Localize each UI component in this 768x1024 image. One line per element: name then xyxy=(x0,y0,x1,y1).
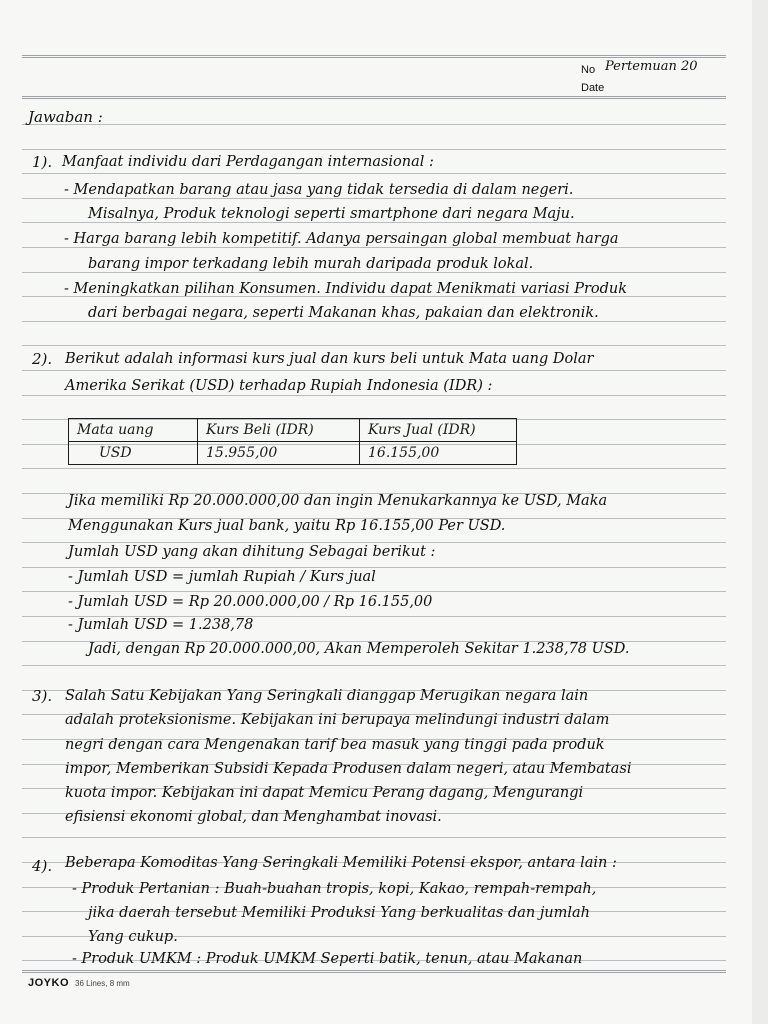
section-4-line: - Produk UMKM : Produk UMKM Seperti batik, tenun, atau Makanan xyxy=(72,951,583,967)
section-1-number: 1). xyxy=(32,153,53,171)
ruled-line xyxy=(22,468,726,469)
ruled-line xyxy=(22,370,726,371)
section-2-number: 2). xyxy=(32,350,53,368)
table-header-cell: Kurs Jual (IDR) xyxy=(360,419,517,442)
section-1-line: barang impor terkadang lebih murah daripada produk lokal. xyxy=(88,256,534,272)
section-1-line: - Mendapatkan barang atau jasa yang tidak tersedia di dalam negeri. xyxy=(64,182,574,198)
section-2-line: - Jumlah USD = Rp 20.000.000,00 / Rp 16.155,00 xyxy=(68,594,433,610)
section-4-line: Beberapa Komoditas Yang Seringkali Memiliki Potensi ekspor, antara lain : xyxy=(65,855,617,871)
section-1-line: Misalnya, Produk teknologi seperti smartphone dari negara Maju. xyxy=(88,206,575,222)
section-3-line: negri dengan cara Mengenakan tarif bea masuk yang tinggi pada produk xyxy=(65,737,605,753)
table-cell: USD xyxy=(69,442,198,465)
section-3-line: kuota impor. Kebijakan ini dapat Memicu Perang dagang, Mengurangi xyxy=(65,785,584,801)
section-2-line: Jadi, dengan Rp 20.000.000,00, Akan Memperoleh Sekitar 1.238,78 USD. xyxy=(88,641,630,657)
section-2-line: Menggunakan Kurs jual bank, yaitu Rp 16.155,00 Per USD. xyxy=(68,518,506,534)
paper-spec: 36 Lines, 8 mm xyxy=(75,979,130,988)
ruled-line xyxy=(22,173,726,174)
table-header-cell: Kurs Beli (IDR) xyxy=(198,419,360,442)
date-label: Date xyxy=(581,82,605,94)
ruled-line xyxy=(22,837,726,838)
header-rule xyxy=(22,96,726,99)
no-label: No xyxy=(581,64,596,76)
section-2-line: - Jumlah USD = 1.238,78 xyxy=(68,617,254,633)
table-row xyxy=(69,442,517,465)
section-2-line: - Jumlah USD = jumlah Rupiah / Kurs jual xyxy=(68,569,376,585)
section-2-line: Jumlah USD yang akan dihitung Sebagai berikut : xyxy=(68,544,436,560)
table-header-cell: Mata uang xyxy=(69,419,198,442)
section-1-heading: Manfaat individu dari Perdagangan internasional : xyxy=(62,154,434,170)
section-4-line: jika daerah tersebut Memiliki Produksi Yang berkualitas dan jumlah xyxy=(88,905,591,921)
section-4-number: 4). xyxy=(32,857,53,875)
ruled-line xyxy=(22,345,726,346)
section-2-line: Jika memiliki Rp 20.000.000,00 dan ingin Menukarkannya ke USD, Maka xyxy=(68,493,608,509)
section-2-line: Amerika Serikat (USD) terhadap Rupiah Indonesia (IDR) : xyxy=(65,378,493,394)
table-cell: 15.955,00 xyxy=(198,442,360,465)
table-header-row xyxy=(69,419,517,442)
brand-logo: JOYKO xyxy=(28,977,70,989)
section-3-number: 3). xyxy=(32,687,53,705)
page-edge xyxy=(752,0,768,1024)
answer-title: Jawaban : xyxy=(28,108,103,126)
no-value: Pertemuan 20 xyxy=(605,59,698,74)
section-4-line: Yang cukup. xyxy=(88,929,178,945)
ruled-line xyxy=(22,665,726,666)
footer-rule xyxy=(22,970,726,973)
ruled-line xyxy=(22,149,726,150)
section-3-line: efisiensi ekonomi global, dan Menghambat inovasi. xyxy=(65,809,442,825)
ruled-line xyxy=(22,124,726,125)
exchange-rate-table xyxy=(68,418,517,465)
section-2-line: Berikut adalah informasi kurs jual dan kurs beli untuk Mata uang Dolar xyxy=(65,351,594,367)
section-3-line: Salah Satu Kebijakan Yang Seringkali dianggap Merugikan negara lain xyxy=(65,688,589,704)
table-cell: 16.155,00 xyxy=(360,442,517,465)
section-4-line: - Produk Pertanian : Buah-buahan tropis, kopi, Kakao, rempah-rempah, xyxy=(72,881,597,897)
section-3-line: adalah proteksionisme. Kebijakan ini berupaya melindungi industri dalam xyxy=(65,712,610,728)
section-1-line: dari berbagai negara, seperti Makanan khas, pakaian dan elektronik. xyxy=(88,305,599,321)
section-3-line: impor, Memberikan Subsidi Kepada Produsen dalam negeri, atau Membatasi xyxy=(65,761,632,777)
section-1-line: - Meningkatkan pilihan Konsumen. Individu dapat Menikmati variasi Produk xyxy=(64,281,628,297)
section-1-line: - Harga barang lebih kompetitif. Adanya persaingan global membuat harga xyxy=(64,231,619,247)
